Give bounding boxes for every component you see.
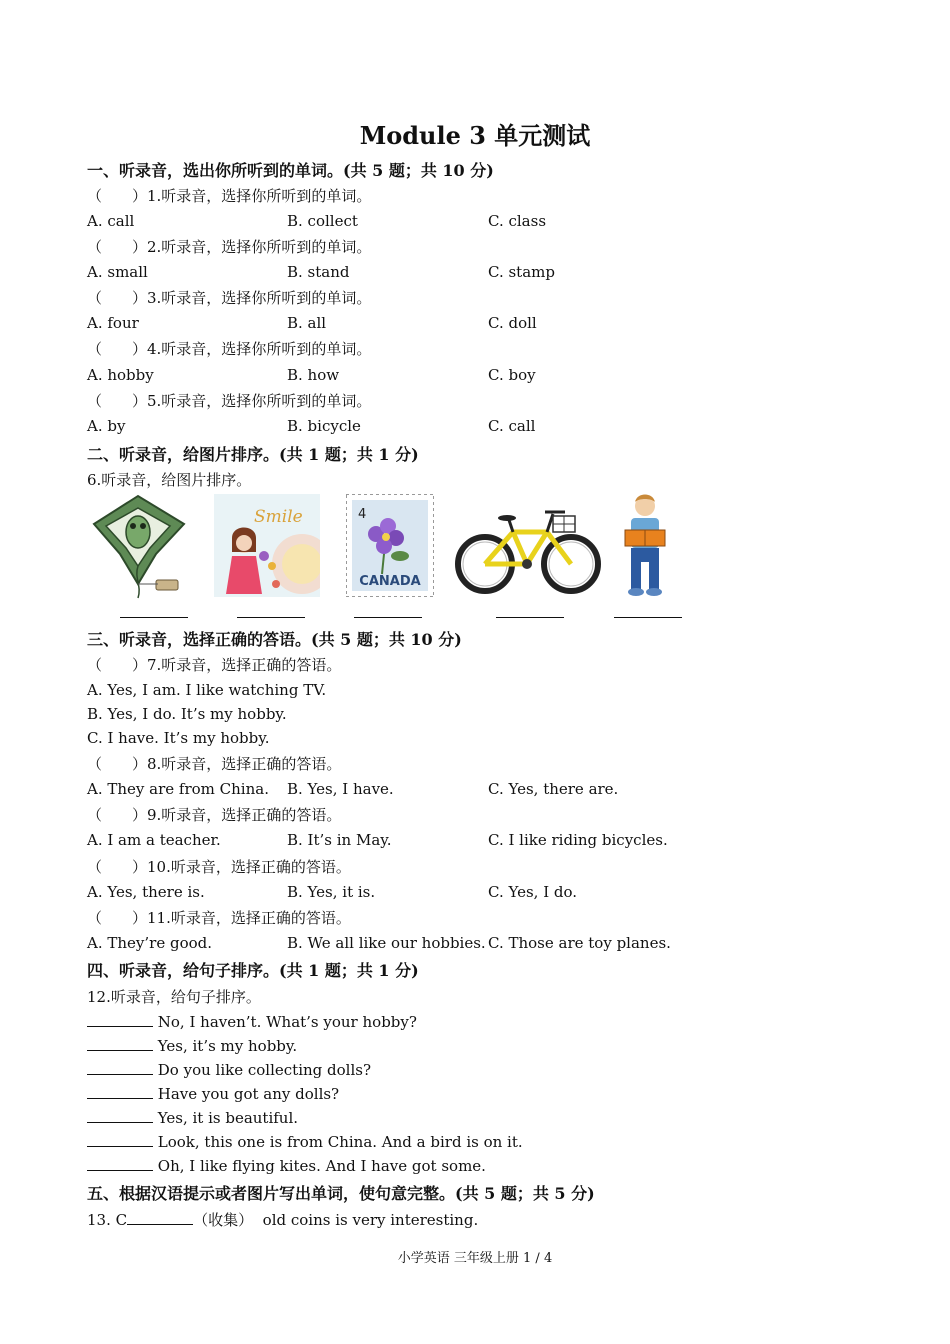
q3-option-b: B. all bbox=[287, 314, 327, 332]
sentence-text: No, I haven’t. What’s your hobby? bbox=[157, 1013, 417, 1031]
order-blank[interactable] bbox=[87, 1108, 153, 1123]
sentence-text: Do you like collecting dolls? bbox=[157, 1061, 371, 1079]
boy-reading-picture bbox=[617, 492, 673, 598]
q10-option-c: C. Yes, I do. bbox=[488, 883, 578, 901]
q1-prompt: （ ）1.听录音，选择你所听到的单词。 bbox=[87, 187, 372, 205]
q2-option-c: C. stamp bbox=[488, 263, 555, 281]
answer-blank-4[interactable] bbox=[496, 617, 564, 618]
q10-option-a: A. Yes, there is. bbox=[87, 883, 205, 901]
q5-option-c: C. call bbox=[488, 417, 536, 435]
q13-line bbox=[87, 1209, 478, 1230]
stamp-country-text: CANADA bbox=[359, 574, 421, 589]
answer-blank-5[interactable] bbox=[614, 617, 682, 618]
q9-prompt: （ ）9.听录音，选择正确的答语。 bbox=[87, 806, 342, 824]
q8-option-b: B. Yes, I have. bbox=[287, 780, 394, 798]
q1-option-b: B. collect bbox=[287, 212, 358, 230]
q13-suffix: old coins is very interesting. bbox=[262, 1211, 479, 1229]
q5-option-a: A. by bbox=[87, 417, 126, 435]
sentence-row bbox=[87, 1060, 371, 1079]
q3-option-a: A. four bbox=[87, 314, 139, 332]
q1-option-a: A. call bbox=[87, 212, 135, 230]
q5-option-b: B. bicycle bbox=[287, 417, 361, 435]
q10-prompt: （ ）10.听录音，选择正确的答语。 bbox=[87, 858, 351, 876]
q8-prompt: （ ）8.听录音，选择正确的答语。 bbox=[87, 755, 342, 773]
q4-option-c: C. boy bbox=[488, 366, 536, 384]
sentence-row bbox=[87, 1108, 298, 1127]
sentence-text: Have you got any dolls? bbox=[157, 1085, 340, 1103]
bicycle-picture bbox=[455, 502, 601, 598]
q3-option-c: C. doll bbox=[488, 314, 537, 332]
answer-blank-2[interactable] bbox=[237, 617, 305, 618]
sentence-row bbox=[87, 1036, 297, 1055]
section-5-heading: 五、根据汉语提示或者图片写出单词，使句意完整。(共 5 题；共 5 分) bbox=[87, 1184, 595, 1203]
sentence-text: Oh, I like flying kites. And I have got some. bbox=[157, 1157, 486, 1175]
answer-blank-3[interactable] bbox=[354, 617, 422, 618]
section-1-heading: 一、听录音，选出你所听到的单词。(共 5 题；共 10 分) bbox=[87, 161, 494, 180]
kite-picture bbox=[86, 494, 190, 600]
page-title: Module 3 单元测试 bbox=[359, 121, 591, 150]
q7-option-a: A. Yes, I am. I like watching TV. bbox=[87, 681, 327, 699]
q11-prompt: （ ）11.听录音，选择正确的答语。 bbox=[87, 909, 351, 927]
order-blank[interactable] bbox=[87, 1012, 153, 1027]
order-blank[interactable] bbox=[87, 1132, 153, 1147]
q7-option-b: B. Yes, I do. It’s my hobby. bbox=[87, 705, 287, 723]
section-3-heading: 三、听录音，选择正确的答语。(共 5 题；共 10 分) bbox=[87, 630, 462, 649]
sentence-row bbox=[87, 1132, 523, 1151]
canada-stamp-picture bbox=[346, 494, 434, 597]
stamp-value: 4 bbox=[358, 507, 367, 522]
sentence-text: Look, this one is from China. And a bird is on it. bbox=[157, 1133, 523, 1151]
order-blank[interactable] bbox=[87, 1084, 153, 1099]
q7-prompt: （ ）7.听录音，选择正确的答语。 bbox=[87, 656, 342, 674]
smile-text: Smile bbox=[254, 507, 303, 527]
q8-option-a: A. They are from China. bbox=[87, 780, 269, 798]
page-footer: 小学英语 三年级上册 1 / 4 bbox=[397, 1251, 553, 1266]
q2-option-a: A. small bbox=[87, 263, 148, 281]
q2-prompt: （ ）2.听录音，选择你所听到的单词。 bbox=[87, 238, 372, 256]
q4-option-a: A. hobby bbox=[87, 366, 154, 384]
q9-option-c: C. I like riding bicycles. bbox=[488, 831, 668, 849]
sentence-row bbox=[87, 1012, 417, 1031]
q10-option-b: B. Yes, it is. bbox=[287, 883, 376, 901]
order-blank[interactable] bbox=[87, 1060, 153, 1075]
q13-hint: （收集） bbox=[193, 1211, 254, 1229]
q9-option-b: B. It’s in May. bbox=[287, 831, 392, 849]
q8-option-c: C. Yes, there are. bbox=[488, 780, 619, 798]
q12-prompt: 12.听录音，给句子排序。 bbox=[87, 988, 261, 1006]
order-blank[interactable] bbox=[87, 1036, 153, 1051]
q1-option-c: C. class bbox=[488, 212, 547, 230]
sentence-text: Yes, it’s my hobby. bbox=[157, 1037, 298, 1055]
girl-smile-picture bbox=[214, 494, 320, 597]
section-4-heading: 四、听录音，给句子排序。(共 1 题；共 1 分) bbox=[87, 961, 419, 980]
q4-option-b: B. how bbox=[287, 366, 340, 384]
q4-prompt: （ ）4.听录音，选择你所听到的单词。 bbox=[87, 340, 372, 358]
q2-option-b: B. stand bbox=[287, 263, 350, 281]
section-2-heading: 二、听录音，给图片排序。(共 1 题；共 1 分) bbox=[87, 445, 419, 464]
q3-prompt: （ ）3.听录音，选择你所听到的单词。 bbox=[87, 289, 372, 307]
q9-option-a: A. I am a teacher. bbox=[87, 831, 221, 849]
sentence-text: Yes, it is beautiful. bbox=[157, 1109, 299, 1127]
sentence-row bbox=[87, 1156, 486, 1175]
q7-option-c: C. I have. It’s my hobby. bbox=[87, 729, 270, 747]
q11-option-c: C. Those are toy planes. bbox=[488, 934, 671, 952]
answer-blank-1[interactable] bbox=[120, 617, 188, 618]
q11-option-a: A. They’re good. bbox=[87, 934, 213, 952]
order-blank[interactable] bbox=[87, 1156, 153, 1171]
q13-prefix: 13. C bbox=[87, 1211, 128, 1229]
q11-option-b: B. We all like our hobbies. bbox=[287, 934, 486, 952]
sentence-row bbox=[87, 1084, 339, 1103]
q6-prompt: 6.听录音，给图片排序。 bbox=[87, 471, 252, 489]
q13-blank[interactable] bbox=[127, 1210, 193, 1225]
q5-prompt: （ ）5.听录音，选择你所听到的单词。 bbox=[87, 392, 372, 410]
